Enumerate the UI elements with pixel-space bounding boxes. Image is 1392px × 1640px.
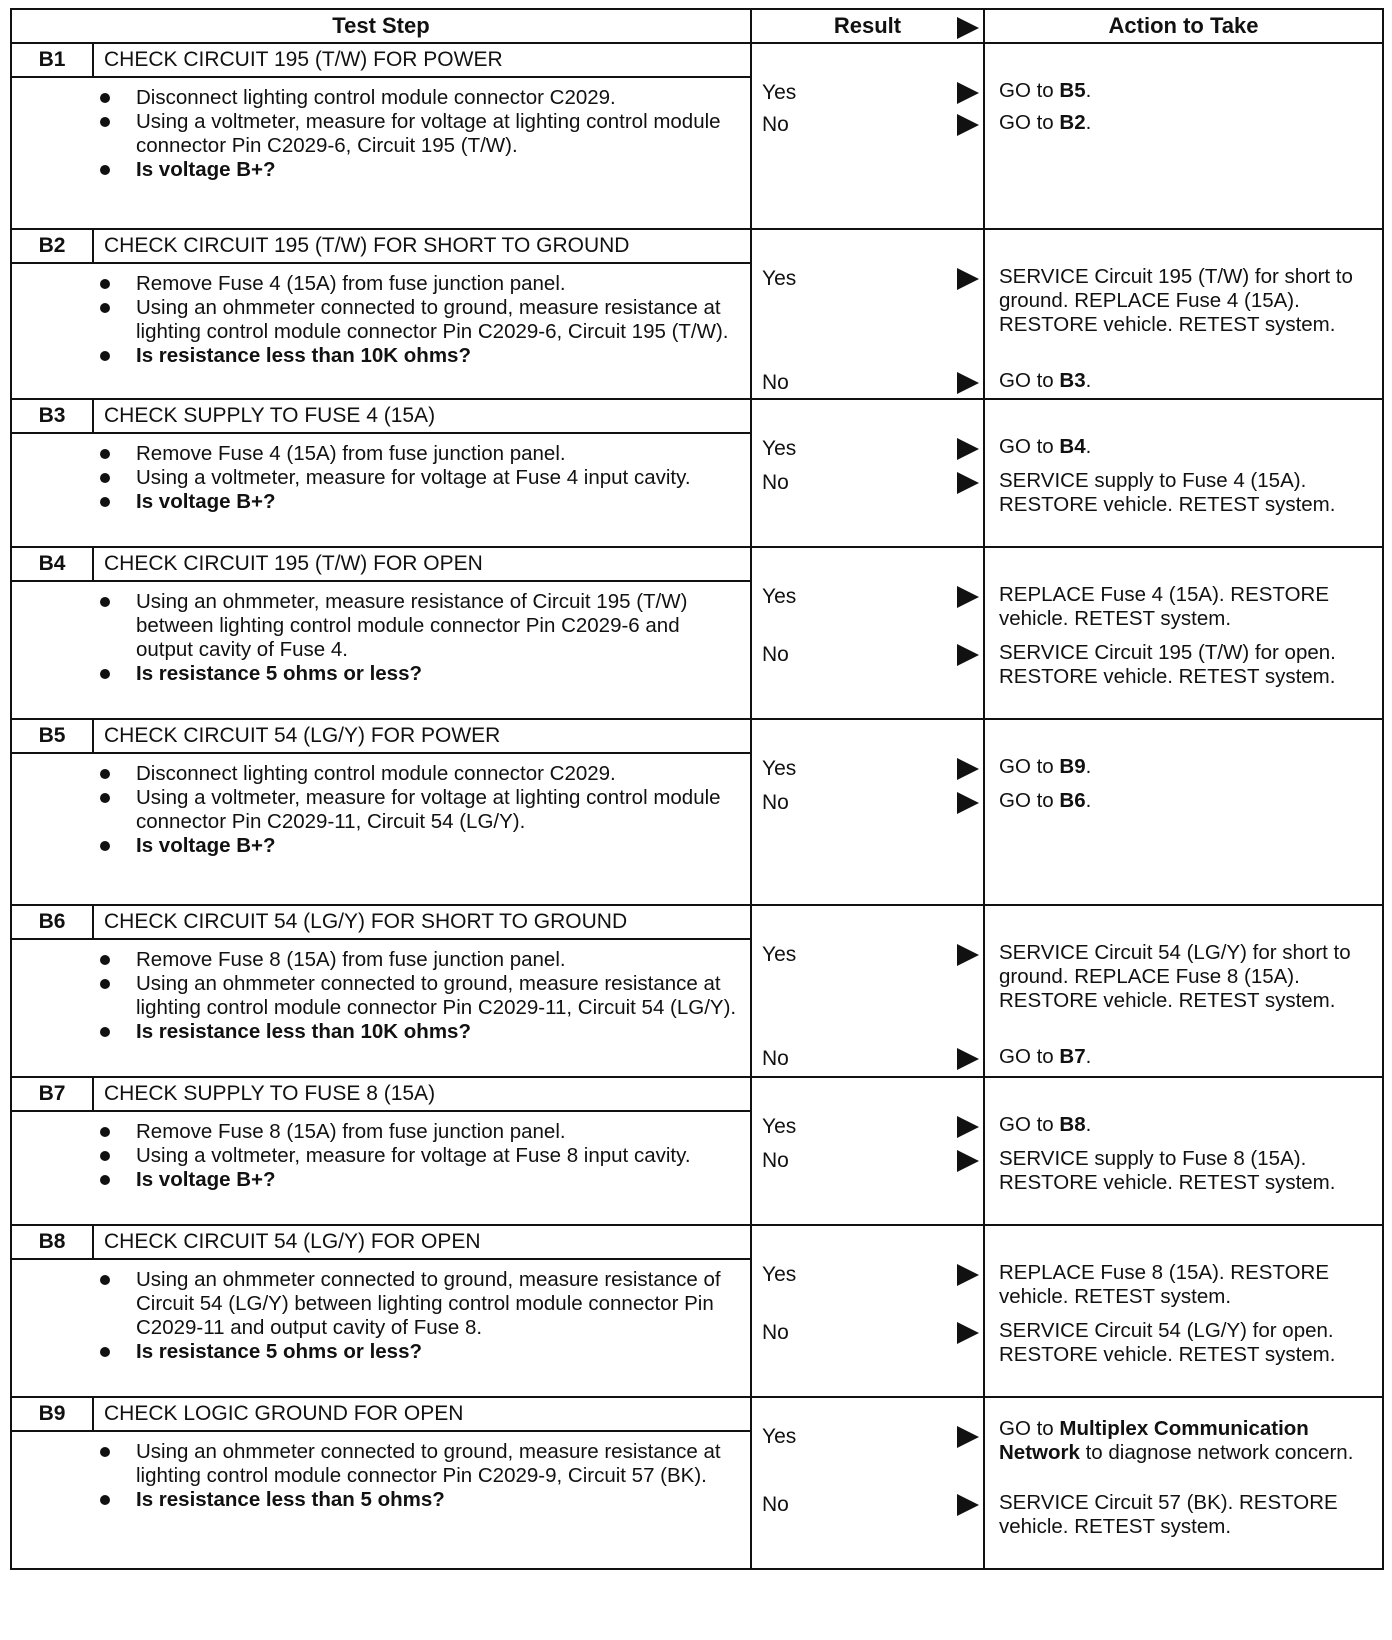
step-question — [94, 158, 740, 182]
instruction-item — [94, 1440, 740, 1488]
action-pre: GO to — [999, 369, 1060, 392]
result-no — [762, 112, 979, 138]
step-indent — [12, 1112, 94, 1224]
bullet-icon — [100, 1447, 110, 1457]
bullet-icon — [100, 1151, 110, 1161]
action-cell — [985, 1226, 1382, 1396]
arrow-icon — [957, 1426, 979, 1448]
step-id: B5 — [12, 720, 94, 752]
step-title: CHECK LOGIC GROUND FOR OPEN — [104, 1402, 464, 1425]
step-instructions — [94, 1112, 750, 1224]
result-cell — [752, 1078, 985, 1224]
action-cell — [985, 720, 1382, 904]
bullet-icon — [100, 303, 110, 313]
arrow-icon — [957, 438, 979, 460]
instruction-item — [94, 442, 740, 466]
header-test-step: Test Step — [12, 10, 752, 42]
step-instructions — [94, 582, 750, 718]
action-text — [999, 583, 1374, 631]
bullet-icon — [100, 497, 110, 507]
step-titlebar — [12, 1078, 750, 1112]
result-label: No — [762, 371, 789, 394]
step-question — [94, 490, 740, 514]
arrow-icon — [957, 1322, 979, 1344]
result-cell — [752, 548, 985, 718]
result-label: Yes — [762, 81, 797, 104]
action-pre: GO to — [999, 79, 1060, 102]
step-titlebar — [12, 720, 750, 754]
action-post: . — [1085, 369, 1092, 392]
action-pre: SERVICE supply to Fuse 4 (15A). RESTORE vehicle. RETEST system. — [999, 469, 1336, 516]
result-label: Yes — [762, 943, 797, 966]
test-step-cell — [12, 400, 752, 546]
test-step-cell — [12, 720, 752, 904]
instruction-item — [94, 86, 740, 110]
action-text — [999, 79, 1374, 103]
bullet-icon — [100, 793, 110, 803]
bullet-icon — [100, 165, 110, 175]
step-title: CHECK CIRCUIT 54 (LG/Y) FOR POWER — [104, 724, 501, 747]
step-question — [94, 1168, 740, 1192]
arrow-icon — [957, 17, 979, 39]
action-text — [999, 1417, 1374, 1465]
action-text — [999, 1319, 1374, 1367]
result-no — [762, 370, 979, 396]
result-yes — [762, 436, 979, 462]
result-no — [762, 1046, 979, 1072]
action-pre: SERVICE Circuit 195 (T/W) for short to ground. REPLACE Fuse 4 (15A). RESTORE vehicle. RETEST system. — [999, 265, 1353, 336]
action-pre: SERVICE Circuit 54 (LG/Y) for open. RESTORE vehicle. RETEST system. — [999, 1319, 1336, 1366]
action-cell — [985, 548, 1382, 718]
result-cell — [752, 1226, 985, 1396]
instruction-item — [94, 590, 740, 662]
header-result — [752, 10, 985, 42]
instruction-text: Remove Fuse 8 (15A) from fuse junction panel. — [136, 1120, 566, 1143]
arrow-icon — [957, 472, 979, 494]
action-post: . — [1085, 435, 1092, 458]
result-label: Yes — [762, 1263, 797, 1286]
arrow-icon — [957, 586, 979, 608]
test-step-cell — [12, 1078, 752, 1224]
instruction-text: Remove Fuse 8 (15A) from fuse junction panel. — [136, 948, 566, 971]
bullet-icon — [100, 669, 110, 679]
action-step-reference: B4 — [1059, 435, 1086, 458]
step-body — [12, 940, 750, 1076]
step-instructions — [94, 1432, 750, 1568]
result-cell — [752, 400, 985, 546]
action-cell — [985, 1078, 1382, 1224]
arrow-icon — [957, 268, 979, 290]
action-pre: SERVICE Circuit 57 (BK). RESTORE vehicle. RETEST system. — [999, 1491, 1338, 1538]
instruction-text: Disconnect lighting control module connector C2029. — [136, 86, 616, 109]
step-question — [94, 1340, 740, 1364]
step-title: CHECK SUPPLY TO FUSE 8 (15A) — [104, 1082, 436, 1105]
question-text: Is voltage B+? — [136, 158, 276, 181]
bullet-icon — [100, 1347, 110, 1357]
step-indent — [12, 1432, 94, 1568]
action-text — [999, 265, 1374, 337]
arrow-icon — [957, 82, 979, 104]
arrow-icon — [957, 1048, 979, 1070]
step-row-b9 — [10, 1398, 1384, 1570]
step-question — [94, 1020, 740, 1044]
result-cell — [752, 44, 985, 228]
action-text — [999, 469, 1374, 517]
bullet-icon — [100, 955, 110, 965]
instruction-text: Using a voltmeter, measure for voltage at Fuse 4 input cavity. — [136, 466, 691, 489]
action-pre: SERVICE Circuit 54 (LG/Y) for short to ground. REPLACE Fuse 8 (15A). RESTORE vehicle. RETEST system. — [999, 941, 1351, 1012]
step-title: CHECK CIRCUIT 54 (LG/Y) FOR OPEN — [104, 1230, 481, 1253]
test-step-cell — [12, 1398, 752, 1568]
step-question — [94, 834, 740, 858]
instruction-text: Using an ohmmeter connected to ground, measure resistance at lighting control module connector Pin C2029-11, Circuit 54 (LG/Y). — [136, 972, 737, 1019]
action-text — [999, 1045, 1374, 1069]
step-question — [94, 344, 740, 368]
action-text — [999, 435, 1374, 459]
header-result-label: Result — [833, 13, 902, 38]
result-no — [762, 1148, 979, 1174]
step-instructions — [94, 78, 750, 228]
action-step-reference: B6 — [1059, 789, 1086, 812]
step-titlebar — [12, 1226, 750, 1260]
action-pre: GO to — [999, 1113, 1060, 1136]
bullet-icon — [100, 841, 110, 851]
result-no — [762, 470, 979, 496]
action-step-reference: B9 — [1059, 755, 1086, 778]
action-pre: REPLACE Fuse 8 (15A). RESTORE vehicle. RETEST system. — [999, 1261, 1330, 1308]
step-body — [12, 754, 750, 904]
step-row-b6 — [10, 906, 1384, 1078]
action-text — [999, 641, 1374, 689]
result-yes — [762, 266, 979, 292]
result-label: No — [762, 113, 789, 136]
step-titlebar — [12, 548, 750, 582]
action-text — [999, 1113, 1374, 1137]
arrow-icon — [957, 944, 979, 966]
step-indent — [12, 754, 94, 904]
bullet-icon — [100, 1495, 110, 1505]
instruction-text: Using a voltmeter, measure for voltage at lighting control module connector Pin C2029-11, Circuit 54 (LG/Y). — [136, 786, 721, 833]
action-post: . — [1085, 789, 1092, 812]
step-rows — [10, 44, 1384, 1570]
result-no — [762, 642, 979, 668]
step-instructions — [94, 1260, 750, 1396]
instruction-item — [94, 786, 740, 834]
question-text: Is resistance less than 5 ohms? — [136, 1488, 445, 1511]
instruction-text: Using a voltmeter, measure for voltage at Fuse 8 input cavity. — [136, 1144, 691, 1167]
step-indent — [12, 582, 94, 718]
bullet-icon — [100, 597, 110, 607]
instruction-text: Disconnect lighting control module connector C2029. — [136, 762, 616, 785]
step-titlebar — [12, 44, 750, 78]
test-step-cell — [12, 548, 752, 718]
action-step-reference: B3 — [1059, 369, 1086, 392]
action-text — [999, 1261, 1374, 1309]
test-step-cell — [12, 230, 752, 398]
header-action: Action to Take — [1108, 13, 1259, 38]
step-title: CHECK CIRCUIT 195 (T/W) FOR POWER — [104, 48, 503, 71]
step-row-b3 — [10, 400, 1384, 548]
instruction-item — [94, 1120, 740, 1144]
action-pre: GO to — [999, 435, 1060, 458]
step-indent — [12, 78, 94, 228]
action-post: . — [1085, 755, 1092, 778]
result-label: Yes — [762, 1425, 797, 1448]
instruction-text: Using a voltmeter, measure for voltage at lighting control module connector Pin C2029-6, Circuit 195 (T/W). — [136, 110, 721, 157]
instruction-text: Using an ohmmeter, measure resistance of Circuit 195 (T/W) between lighting control module connector Pin C2029-6 and output cavity of Fuse 4. — [136, 590, 688, 661]
result-label: No — [762, 1047, 789, 1070]
result-yes — [762, 584, 979, 610]
action-text — [999, 755, 1374, 779]
question-text: Is voltage B+? — [136, 1168, 276, 1191]
step-instructions — [94, 754, 750, 904]
step-body — [12, 264, 750, 398]
instruction-item — [94, 272, 740, 296]
result-label: Yes — [762, 437, 797, 460]
bullet-icon — [100, 1175, 110, 1185]
instruction-text: Using an ohmmeter connected to ground, measure resistance at lighting control module connector Pin C2029-9, Circuit 57 (BK). — [136, 1440, 721, 1487]
step-id: B8 — [12, 1226, 94, 1258]
bullet-icon — [100, 351, 110, 361]
test-step-cell — [12, 44, 752, 228]
instruction-item — [94, 466, 740, 490]
step-title: CHECK CIRCUIT 195 (T/W) FOR OPEN — [104, 552, 483, 575]
step-id: B3 — [12, 400, 94, 432]
instruction-item — [94, 296, 740, 344]
result-yes — [762, 942, 979, 968]
step-question — [94, 1488, 740, 1512]
arrow-icon — [957, 114, 979, 136]
result-label: No — [762, 1321, 789, 1344]
arrow-icon — [957, 792, 979, 814]
result-label: Yes — [762, 1115, 797, 1138]
step-row-b4 — [10, 548, 1384, 720]
action-cell — [985, 400, 1382, 546]
arrow-icon — [957, 758, 979, 780]
action-cell — [985, 44, 1382, 228]
step-body — [12, 582, 750, 718]
instruction-item — [94, 1268, 740, 1340]
arrow-icon — [957, 1264, 979, 1286]
action-text — [999, 1491, 1374, 1539]
step-body — [12, 78, 750, 228]
action-text — [999, 941, 1374, 1013]
step-titlebar — [12, 1398, 750, 1432]
action-text — [999, 789, 1374, 813]
result-label: No — [762, 791, 789, 814]
bullet-icon — [100, 93, 110, 103]
question-text: Is resistance 5 ohms or less? — [136, 662, 422, 685]
step-id: B9 — [12, 1398, 94, 1430]
action-post: . — [1085, 1045, 1092, 1068]
bullet-icon — [100, 1127, 110, 1137]
result-yes — [762, 80, 979, 106]
table-header — [10, 8, 1384, 44]
diagnostic-table — [10, 8, 1384, 1570]
action-pre: SERVICE supply to Fuse 8 (15A). RESTORE vehicle. RETEST system. — [999, 1147, 1336, 1194]
action-post: . — [1085, 79, 1092, 102]
result-cell — [752, 1398, 985, 1568]
result-yes — [762, 1424, 979, 1450]
question-text: Is resistance 5 ohms or less? — [136, 1340, 422, 1363]
step-row-b8 — [10, 1226, 1384, 1398]
instruction-text: Using an ohmmeter connected to ground, measure resistance of Circuit 54 (LG/Y) between lighting control module connector Pin C2029-11 and output cavity of Fuse 8. — [136, 1268, 721, 1339]
step-id: B7 — [12, 1078, 94, 1110]
question-text: Is voltage B+? — [136, 834, 276, 857]
step-indent — [12, 1260, 94, 1396]
test-step-cell — [12, 906, 752, 1076]
step-instructions — [94, 940, 750, 1076]
result-cell — [752, 720, 985, 904]
action-pre: GO to — [999, 789, 1060, 812]
instruction-item — [94, 972, 740, 1020]
test-step-cell — [12, 1226, 752, 1396]
result-no — [762, 790, 979, 816]
result-yes — [762, 1262, 979, 1288]
bullet-icon — [100, 449, 110, 459]
action-text — [999, 369, 1374, 393]
step-indent — [12, 940, 94, 1076]
step-titlebar — [12, 400, 750, 434]
instruction-item — [94, 948, 740, 972]
action-cell — [985, 1398, 1382, 1568]
question-text: Is resistance less than 10K ohms? — [136, 344, 471, 367]
step-row-b2 — [10, 230, 1384, 400]
bullet-icon — [100, 473, 110, 483]
result-no — [762, 1492, 979, 1518]
arrow-icon — [957, 1494, 979, 1516]
instruction-item — [94, 1144, 740, 1168]
action-text — [999, 1147, 1374, 1195]
action-pre: GO to — [999, 111, 1060, 134]
action-pre: REPLACE Fuse 4 (15A). RESTORE vehicle. RETEST system. — [999, 583, 1330, 630]
step-id: B6 — [12, 906, 94, 938]
step-body — [12, 434, 750, 546]
step-question — [94, 662, 740, 686]
step-titlebar — [12, 906, 750, 940]
action-pre: GO to — [999, 1045, 1060, 1068]
result-label: No — [762, 1493, 789, 1516]
bullet-icon — [100, 769, 110, 779]
action-step-reference: B2 — [1059, 111, 1086, 134]
bullet-icon — [100, 279, 110, 289]
result-label: No — [762, 471, 789, 494]
action-text — [999, 111, 1374, 135]
action-pre: GO to — [999, 1417, 1060, 1440]
step-row-b1 — [10, 44, 1384, 230]
result-label: Yes — [762, 267, 797, 290]
step-indent — [12, 434, 94, 546]
bullet-icon — [100, 117, 110, 127]
action-post: to diagnose network concern. — [1079, 1441, 1354, 1464]
arrow-icon — [957, 1116, 979, 1138]
action-step-reference: B5 — [1059, 79, 1086, 102]
step-row-b7 — [10, 1078, 1384, 1226]
question-text: Is voltage B+? — [136, 490, 276, 513]
arrow-icon — [957, 372, 979, 394]
arrow-icon — [957, 644, 979, 666]
arrow-icon — [957, 1150, 979, 1172]
bullet-icon — [100, 1027, 110, 1037]
step-body — [12, 1432, 750, 1568]
step-titlebar — [12, 230, 750, 264]
step-title: CHECK CIRCUIT 195 (T/W) FOR SHORT TO GROUND — [104, 234, 630, 257]
result-yes — [762, 756, 979, 782]
instruction-item — [94, 762, 740, 786]
instruction-text: Using an ohmmeter connected to ground, measure resistance at lighting control module connector Pin C2029-6, Circuit 195 (T/W). — [136, 296, 729, 343]
step-body — [12, 1112, 750, 1224]
step-row-b5 — [10, 720, 1384, 906]
step-title: CHECK CIRCUIT 54 (LG/Y) FOR SHORT TO GROUND — [104, 910, 628, 933]
bullet-icon — [100, 979, 110, 989]
result-yes — [762, 1114, 979, 1140]
action-post: . — [1085, 1113, 1092, 1136]
bullet-icon — [100, 1275, 110, 1285]
action-step-reference: Multiplex Communication Network — [999, 1417, 1309, 1464]
step-body — [12, 1260, 750, 1396]
result-no — [762, 1320, 979, 1346]
result-label: No — [762, 643, 789, 666]
action-cell — [985, 230, 1382, 398]
step-title: CHECK SUPPLY TO FUSE 4 (15A) — [104, 404, 436, 427]
question-text: Is resistance less than 10K ohms? — [136, 1020, 471, 1043]
action-cell — [985, 906, 1382, 1076]
step-id: B2 — [12, 230, 94, 262]
action-step-reference: B7 — [1059, 1045, 1086, 1068]
instruction-item — [94, 110, 740, 158]
action-pre: GO to — [999, 755, 1060, 778]
result-label: No — [762, 1149, 789, 1172]
result-cell — [752, 906, 985, 1076]
step-instructions — [94, 264, 750, 398]
step-id: B1 — [12, 44, 94, 76]
action-post: . — [1085, 111, 1092, 134]
step-id: B4 — [12, 548, 94, 580]
result-label: Yes — [762, 585, 797, 608]
instruction-text: Remove Fuse 4 (15A) from fuse junction panel. — [136, 442, 566, 465]
action-step-reference: B8 — [1059, 1113, 1086, 1136]
action-pre: SERVICE Circuit 195 (T/W) for open. RESTORE vehicle. RETEST system. — [999, 641, 1336, 688]
result-cell — [752, 230, 985, 398]
step-indent — [12, 264, 94, 398]
step-instructions — [94, 434, 750, 546]
instruction-text: Remove Fuse 4 (15A) from fuse junction panel. — [136, 272, 566, 295]
result-label: Yes — [762, 757, 797, 780]
